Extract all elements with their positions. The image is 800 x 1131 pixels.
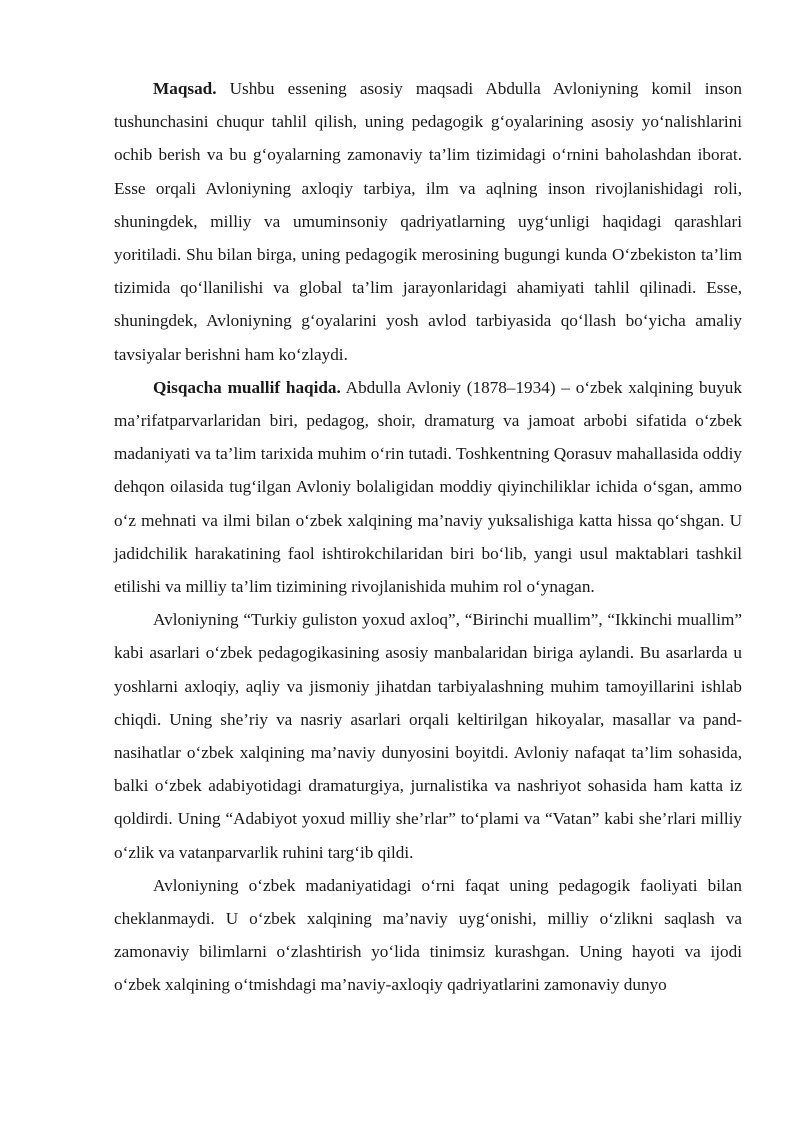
paragraph-purpose [114,72,742,371]
paragraph-text: Ushbu essening asosiy maqsadi Abdulla Avloniyning komil inson tushunchasini chuqur tahlil qilish, uning pedagogik g‘oyalarining asosiy yo‘nalishlarini ochib berish va bu g‘oyalarning zamonaviy ta’lim tizimidagi o‘rnini baholashdan iborat. Esse orqali Avloniyning axloqiy tarbiya, ilm va aqlning inson rivojlanishidagi roli, shuningdek, milliy va umuminsoniy qadriyatlarning uyg‘unligi haqidagi qarashlari yoritiladi. Shu bilan birga, uning pedagogik merosining bugungi kunda O‘zbekiston ta’lim tizimida qo‘llanilishi va global ta’lim jarayonlaridagi ahamiyati tahlil qilinadi. Esse, shuningdek, Avloniyning g‘oyalarini yosh avlod tarbiyasida qo‘llash bo‘yicha amaliy tavsiyalar berishni ham ko‘zlaydi. [114,79,742,364]
paragraph-works [114,603,742,869]
paragraph-text: Avloniyning o‘zbek madaniyatidagi o‘rni faqat uning pedagogik faoliyati bilan cheklanmaydi. U o‘zbek xalqining ma’naviy uyg‘onishi, milliy o‘zlikni saqlash va zamonaviy bilimlarni o‘zlashtirish yo‘lida tinimsiz kurashgan. Uning hayoti va ijodi o‘zbek xalqining o‘tmishdagi ma’naviy-axloqiy qadriyatlarini zamonaviy dunyo [114,875,742,995]
paragraph-legacy [114,869,742,1002]
paragraph-author-bio [114,371,742,603]
paragraph-heading: Qisqacha muallif haqida. [153,377,341,397]
document-page [114,72,742,1002]
paragraph-text: Avloniyning “Turkiy guliston yoxud axloq”, “Birinchi muallim”, “Ikkinchi muallim” kabi asarlari o‘zbek pedagogikasining asosiy manbalaridan biriga aylandi. Bu asarlarda u yoshlarni axloqiy, aqliy va jismoniy jihatdan tarbiyalashning muhim tamoyillarini ishlab chiqdi. Uning she’riy va nasriy asarlari orqali keltirilgan hikoyalar, masallar va pand-nasihatlar o‘zbek xalqining ma’naviy dunyosini boyitdi. Avloniy nafaqat ta’lim sohasida, balki o‘zbek adabiyotidagi dramaturgiya, jurnalistika va nashriyot sohasida ham katta iz qoldirdi. Uning “Adabiyot yoxud milliy she’rlar” to‘plami va “Vatan” kabi she’rlari milliy o‘zlik va vatanparvarlik ruhini targ‘ib qildi. [114,610,742,862]
paragraph-text: Abdulla Avloniy (1878–1934) – o‘zbek xalqining buyuk ma’rifatparvarlaridan biri, pedagog, shoir, dramaturg va jamoat arbobi sifatida o‘zbek madaniyati va ta’lim tarixida muhim o‘rin tutadi. Toshkentning Qorasuv mahallasida oddiy dehqon oilasida tug‘ilgan Avloniy bolaligidan moddiy qiyinchiliklar ichida o‘sgan, ammo o‘z mehnati va ilmi bilan o‘zbek xalqining ma’naviy yuksalishiga katta hissa qo‘shgan. U jadidchilik harakatining faol ishtirokchilaridan biri bo‘lib, yangi usul maktablari tashkil etilishi va milliy ta’lim tizimining rivojlanishida muhim rol o‘ynagan. [114,377,742,597]
paragraph-heading: Maqsad. [153,79,217,98]
